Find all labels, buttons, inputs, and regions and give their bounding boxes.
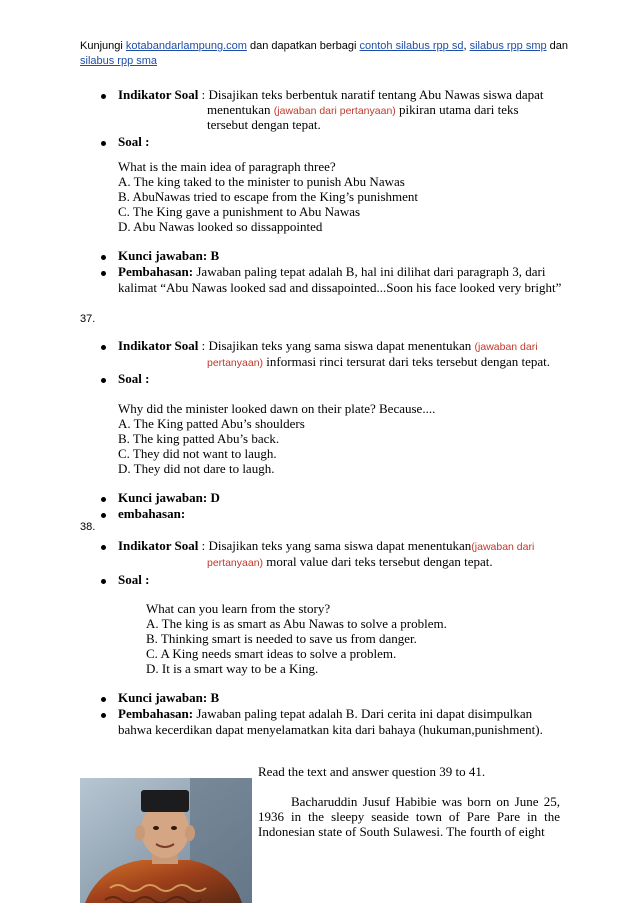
link-kotabandarlampung[interactable]: kotabandarlampung.com bbox=[125, 40, 247, 52]
header-text: dan dapatkan berbagi bbox=[246, 40, 360, 52]
reading-instruction: Read the text and answer question 39 to 41. bbox=[258, 764, 486, 779]
bullet-icon bbox=[101, 497, 106, 502]
pembahasan-text: Jawaban paling tepat adalah B. Dari cerita ini dapat disimpulkan bbox=[193, 706, 533, 721]
q38-pembahasan-line-2: bahwa kecerdikan dapat menyelamatkan kita dari bahaya (hukuman,punishment). bbox=[118, 722, 543, 737]
q36-soal-label: Soal : bbox=[118, 134, 150, 149]
separator: : bbox=[198, 87, 209, 102]
header-line-1 bbox=[80, 39, 568, 54]
q37-number: 37. bbox=[80, 313, 96, 325]
highlight-text: pertanyaan) bbox=[207, 357, 264, 369]
bullet-icon bbox=[101, 697, 106, 702]
header-text: , bbox=[463, 40, 470, 52]
q38-option-d: D. It is a smart way to be a King. bbox=[146, 661, 319, 676]
q36-question: What is the main idea of paragraph three? bbox=[118, 159, 336, 174]
bullet-icon bbox=[101, 255, 106, 260]
q38-option-b: B. Thinking smart is needed to save us from danger. bbox=[146, 631, 417, 646]
q37-option-d: D. They did not dare to laugh. bbox=[118, 461, 275, 476]
bullet-icon bbox=[101, 345, 106, 350]
q38-indikator-line-1 bbox=[118, 538, 534, 555]
q37-indikator-line-2 bbox=[207, 354, 550, 371]
indikator-text: menentukan bbox=[207, 102, 274, 117]
portrait-illustration bbox=[80, 778, 252, 903]
q38-pembahasan-line-1 bbox=[118, 706, 532, 721]
highlight-text: (jawaban dari bbox=[474, 341, 538, 353]
q37-indikator-line-1 bbox=[118, 338, 538, 355]
link-silabus-rpp-sma[interactable]: silabus rpp sma bbox=[80, 55, 158, 67]
bullet-icon bbox=[101, 513, 106, 518]
header-line-2 bbox=[80, 54, 157, 69]
q36-pembahasan-line-1 bbox=[118, 264, 545, 279]
indikator-text: pikiran utama dari teks bbox=[395, 102, 519, 117]
q36-pembahasan-line-2: kalimat “Abu Nawas looked sad and dissapointed...Soon his face looked very bright” bbox=[118, 280, 562, 295]
header-text: Kunjungi bbox=[80, 40, 126, 52]
portrait-photo bbox=[80, 778, 252, 903]
highlight-text: (jawaban dari pertanyaan) bbox=[273, 105, 396, 117]
q38-number: 38. bbox=[80, 521, 96, 533]
indikator-label: Indikator Soal bbox=[118, 87, 199, 102]
separator: : bbox=[198, 338, 209, 353]
separator: : bbox=[198, 538, 209, 553]
q37-kunci: Kunci jawaban: D bbox=[118, 490, 220, 505]
q38-option-a: A. The king is as smart as Abu Nawas to solve a problem. bbox=[146, 616, 447, 631]
q36-option-d: D. Abu Nawas looked so dissappointed bbox=[118, 219, 323, 234]
q36-option-a: A. The king taked to the minister to punish Abu Nawas bbox=[118, 174, 405, 189]
q38-indikator-line-2 bbox=[207, 554, 493, 571]
reading-passage: Bacharuddin Jusuf Habibie was born on June 25, 1936 in the sleepy seaside town of Pare Pare in the Indonesian state of South Sulawesi. The fourth of eight bbox=[258, 794, 560, 839]
q36-kunci: Kunci jawaban: B bbox=[118, 248, 220, 263]
q37-question: Why did the minister looked dawn on their plate? Because.... bbox=[118, 401, 436, 416]
q38-option-c: C. A King needs smart ideas to solve a problem. bbox=[146, 646, 397, 661]
bullet-icon bbox=[101, 94, 106, 99]
bullet-icon bbox=[101, 141, 106, 146]
q38-kunci: Kunci jawaban: B bbox=[118, 690, 220, 705]
q36-option-c: C. The King gave a punishment to Abu Nawas bbox=[118, 204, 361, 219]
header-text: dan bbox=[546, 40, 569, 52]
indikator-label: Indikator Soal bbox=[118, 338, 199, 353]
q38-soal-label: Soal : bbox=[118, 572, 150, 587]
q38-question: What can you learn from the story? bbox=[146, 601, 331, 616]
bullet-icon bbox=[101, 271, 106, 276]
indikator-text: Disajikan teks berbentuk naratif tentang Abu Nawas siswa dapat bbox=[208, 87, 544, 102]
indikator-text: informasi rinci tersurat dari teks tersebut dengan tepat. bbox=[263, 354, 551, 369]
bullet-icon bbox=[101, 545, 106, 550]
q36-indikator-line-3: tersebut dengan tepat. bbox=[207, 117, 321, 132]
pembahasan-label: Pembahasan: bbox=[118, 264, 194, 279]
indikator-text: Disajikan teks yang sama siswa dapat menentukan bbox=[208, 538, 472, 553]
q37-pembahasan: embahasan: bbox=[118, 506, 186, 521]
link-silabus-rpp-smp[interactable]: silabus rpp smp bbox=[469, 40, 547, 52]
pembahasan-text: Jawaban paling tepat adalah B, hal ini dilihat dari paragraph 3, dari bbox=[193, 264, 546, 279]
q37-option-c: C. They did not want to laugh. bbox=[118, 446, 277, 461]
link-silabus-rpp-sd[interactable]: contoh silabus rpp sd bbox=[359, 40, 464, 52]
q36-option-b: B. AbuNawas tried to escape from the King’s punishment bbox=[118, 189, 419, 204]
q37-option-a: A. The King patted Abu’s shoulders bbox=[118, 416, 305, 431]
bullet-icon bbox=[101, 378, 106, 383]
q37-soal-label: Soal : bbox=[118, 371, 150, 386]
highlight-text: pertanyaan) bbox=[207, 557, 264, 569]
q37-option-b: B. The king patted Abu’s back. bbox=[118, 431, 280, 446]
bullet-icon bbox=[101, 713, 106, 718]
bullet-icon bbox=[101, 579, 106, 584]
q36-indikator-line-1 bbox=[118, 87, 543, 102]
indikator-text: Disajikan teks yang sama siswa dapat menentukan bbox=[208, 338, 475, 353]
indikator-label: Indikator Soal bbox=[118, 538, 199, 553]
highlight-text: (jawaban dari bbox=[471, 541, 535, 553]
indikator-text: moral value dari teks tersebut dengan tepat. bbox=[263, 554, 493, 569]
pembahasan-label: Pembahasan: bbox=[118, 706, 194, 721]
